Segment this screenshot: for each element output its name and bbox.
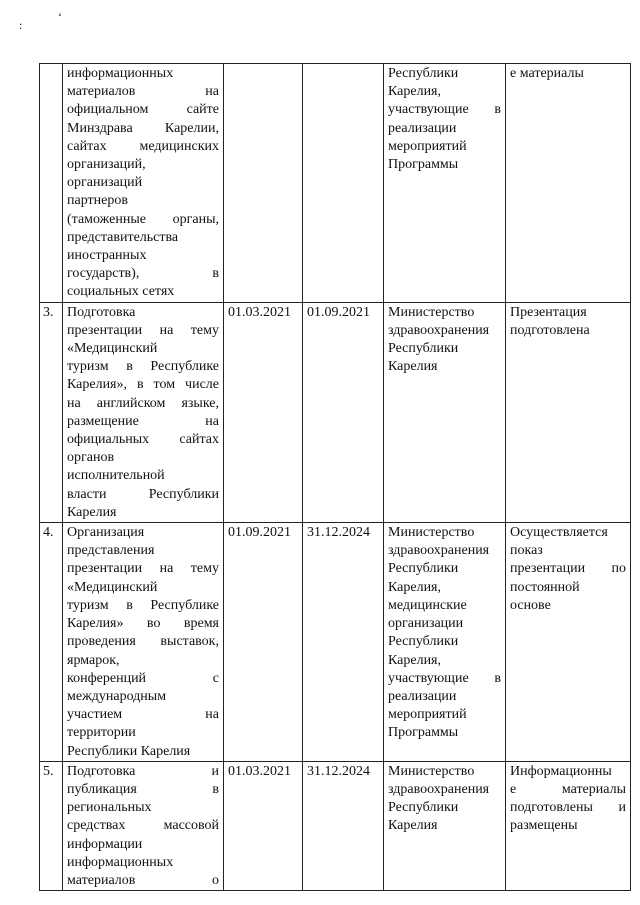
text-line: основе (510, 597, 551, 613)
responsible-cell (384, 761, 506, 890)
text-line: партнеров (67, 193, 128, 209)
responsible-cell (384, 523, 506, 762)
start-date-cell: 01.09.2021 (224, 523, 303, 762)
start-date-cell: 01.03.2021 (224, 302, 303, 522)
text-line: Информационны (510, 763, 612, 779)
text-line: региональных (67, 800, 152, 816)
activity-cell (63, 761, 224, 890)
text-line: размещение на (67, 413, 219, 429)
text-line: реализации (388, 688, 457, 704)
text-line: власти Республики (67, 486, 219, 502)
text-line: Республики Карелия (67, 743, 191, 759)
text-line: конференций с (67, 670, 219, 686)
text-line: социальных сетях (67, 284, 175, 300)
text-line: Республики (388, 341, 459, 357)
table-row (40, 64, 631, 303)
text-line: Карелия, (388, 84, 441, 100)
activity-cell (63, 64, 224, 303)
text-line: подготовлена (510, 322, 590, 338)
text-line: международным (67, 688, 167, 704)
text-line: Министерство (388, 304, 475, 320)
text-line: здравоохранения (388, 543, 490, 559)
result-cell (506, 523, 631, 762)
text-line: туризм в Республике (67, 359, 219, 375)
text-line: презентации по (510, 561, 626, 577)
text-line: Программы (388, 725, 459, 741)
text-line: медицинские (388, 597, 467, 613)
text-line: официальном сайте (67, 102, 219, 118)
row-number: 5. (40, 761, 63, 890)
activity-cell (63, 302, 224, 522)
text-line: Карелия (388, 359, 438, 375)
scan-mark: : (19, 18, 23, 32)
text-line: Минздрава Карелии, (67, 120, 219, 136)
text-line: мероприятий (388, 707, 467, 723)
text-line: Карелия» во время (67, 616, 219, 632)
end-date-cell (303, 64, 384, 303)
text-line: Организация (67, 525, 145, 541)
text-line: государств), в (67, 266, 219, 282)
table-row (40, 302, 631, 522)
text-line: размещены (510, 818, 578, 834)
text-line: Министерство (388, 763, 475, 779)
text-line: Подготовка и (67, 763, 219, 779)
table-body (40, 64, 631, 891)
text-line: Программы (388, 157, 459, 173)
text-line: информационных (67, 66, 174, 81)
program-table (39, 63, 631, 891)
text-line: реализации (388, 120, 457, 136)
text-line: официальных сайтах (67, 432, 219, 448)
activity-cell (63, 523, 224, 762)
text-line: Карелия, (388, 579, 441, 595)
text-line: средствах массовой (67, 818, 219, 834)
text-line: презентации на тему (67, 322, 219, 338)
text-line: е материалы (510, 66, 584, 81)
text-line: материалов о (67, 872, 219, 888)
text-line: участвующие в (388, 102, 501, 118)
result-cell (506, 761, 631, 890)
text-line: здравоохранения (388, 781, 490, 797)
table-row (40, 523, 631, 762)
text-line: представления (67, 543, 155, 559)
text-line: организации (388, 616, 464, 632)
text-line: (таможенные органы, (67, 211, 219, 227)
text-line: на английском языке, (67, 395, 219, 411)
text-line: показ (510, 543, 543, 559)
row-number: 3. (40, 302, 63, 522)
text-line: Карелия», в том числе (67, 377, 219, 393)
text-line: Республики (388, 561, 459, 577)
start-date-cell (224, 64, 303, 303)
text-line: территории (67, 725, 136, 741)
text-line: Карелия (67, 504, 117, 520)
text-line: презентации на тему (67, 561, 219, 577)
text-line: Министерство (388, 525, 475, 541)
text-line: «Медицинский (67, 341, 158, 357)
text-line: исполнительной (67, 468, 165, 484)
text-line: Карелия (388, 818, 438, 834)
text-line: здравоохранения (388, 322, 490, 338)
text-line: Республики (388, 800, 459, 816)
text-line: органов (67, 450, 115, 466)
result-cell (506, 302, 631, 522)
text-line: постоянной (510, 579, 580, 595)
text-line: организаций (67, 175, 143, 191)
text-line: подготовлены и (510, 800, 626, 816)
text-line: ярмарок, (67, 652, 120, 668)
end-date-cell: 31.12.2024 (303, 761, 384, 890)
result-cell (506, 64, 631, 303)
text-line: Республики (388, 66, 459, 81)
scan-mark: ‘ (58, 10, 62, 24)
start-date-cell: 01.03.2021 (224, 761, 303, 890)
text-line: Карелия, (388, 652, 441, 668)
text-line: иностранных (67, 248, 147, 264)
text-line: информации (67, 836, 143, 852)
responsible-cell (384, 302, 506, 522)
text-line: представительства (67, 229, 179, 245)
table-row (40, 761, 631, 890)
row-number: 4. (40, 523, 63, 762)
text-line: Республики (388, 634, 459, 650)
row-number (40, 64, 63, 303)
text-line: е материалы (510, 781, 626, 797)
text-line: материалов на (67, 84, 219, 100)
text-line: Презентация (510, 304, 587, 320)
end-date-cell: 01.09.2021 (303, 302, 384, 522)
text-line: информационных (67, 854, 174, 870)
end-date-cell: 31.12.2024 (303, 523, 384, 762)
text-line: Осуществляется (510, 525, 608, 541)
text-line: «Медицинский (67, 579, 158, 595)
responsible-cell (384, 64, 506, 303)
text-line: участием на (67, 707, 219, 723)
text-line: туризм в Республике (67, 597, 219, 613)
text-line: организаций, (67, 157, 146, 173)
text-line: проведения выставок, (67, 634, 219, 650)
text-line: участвующие в (388, 670, 501, 686)
text-line: публикация в (67, 781, 219, 797)
text-line: сайтах медицинских (67, 138, 219, 154)
text-line: Подготовка (67, 304, 136, 320)
text-line: мероприятий (388, 138, 467, 154)
